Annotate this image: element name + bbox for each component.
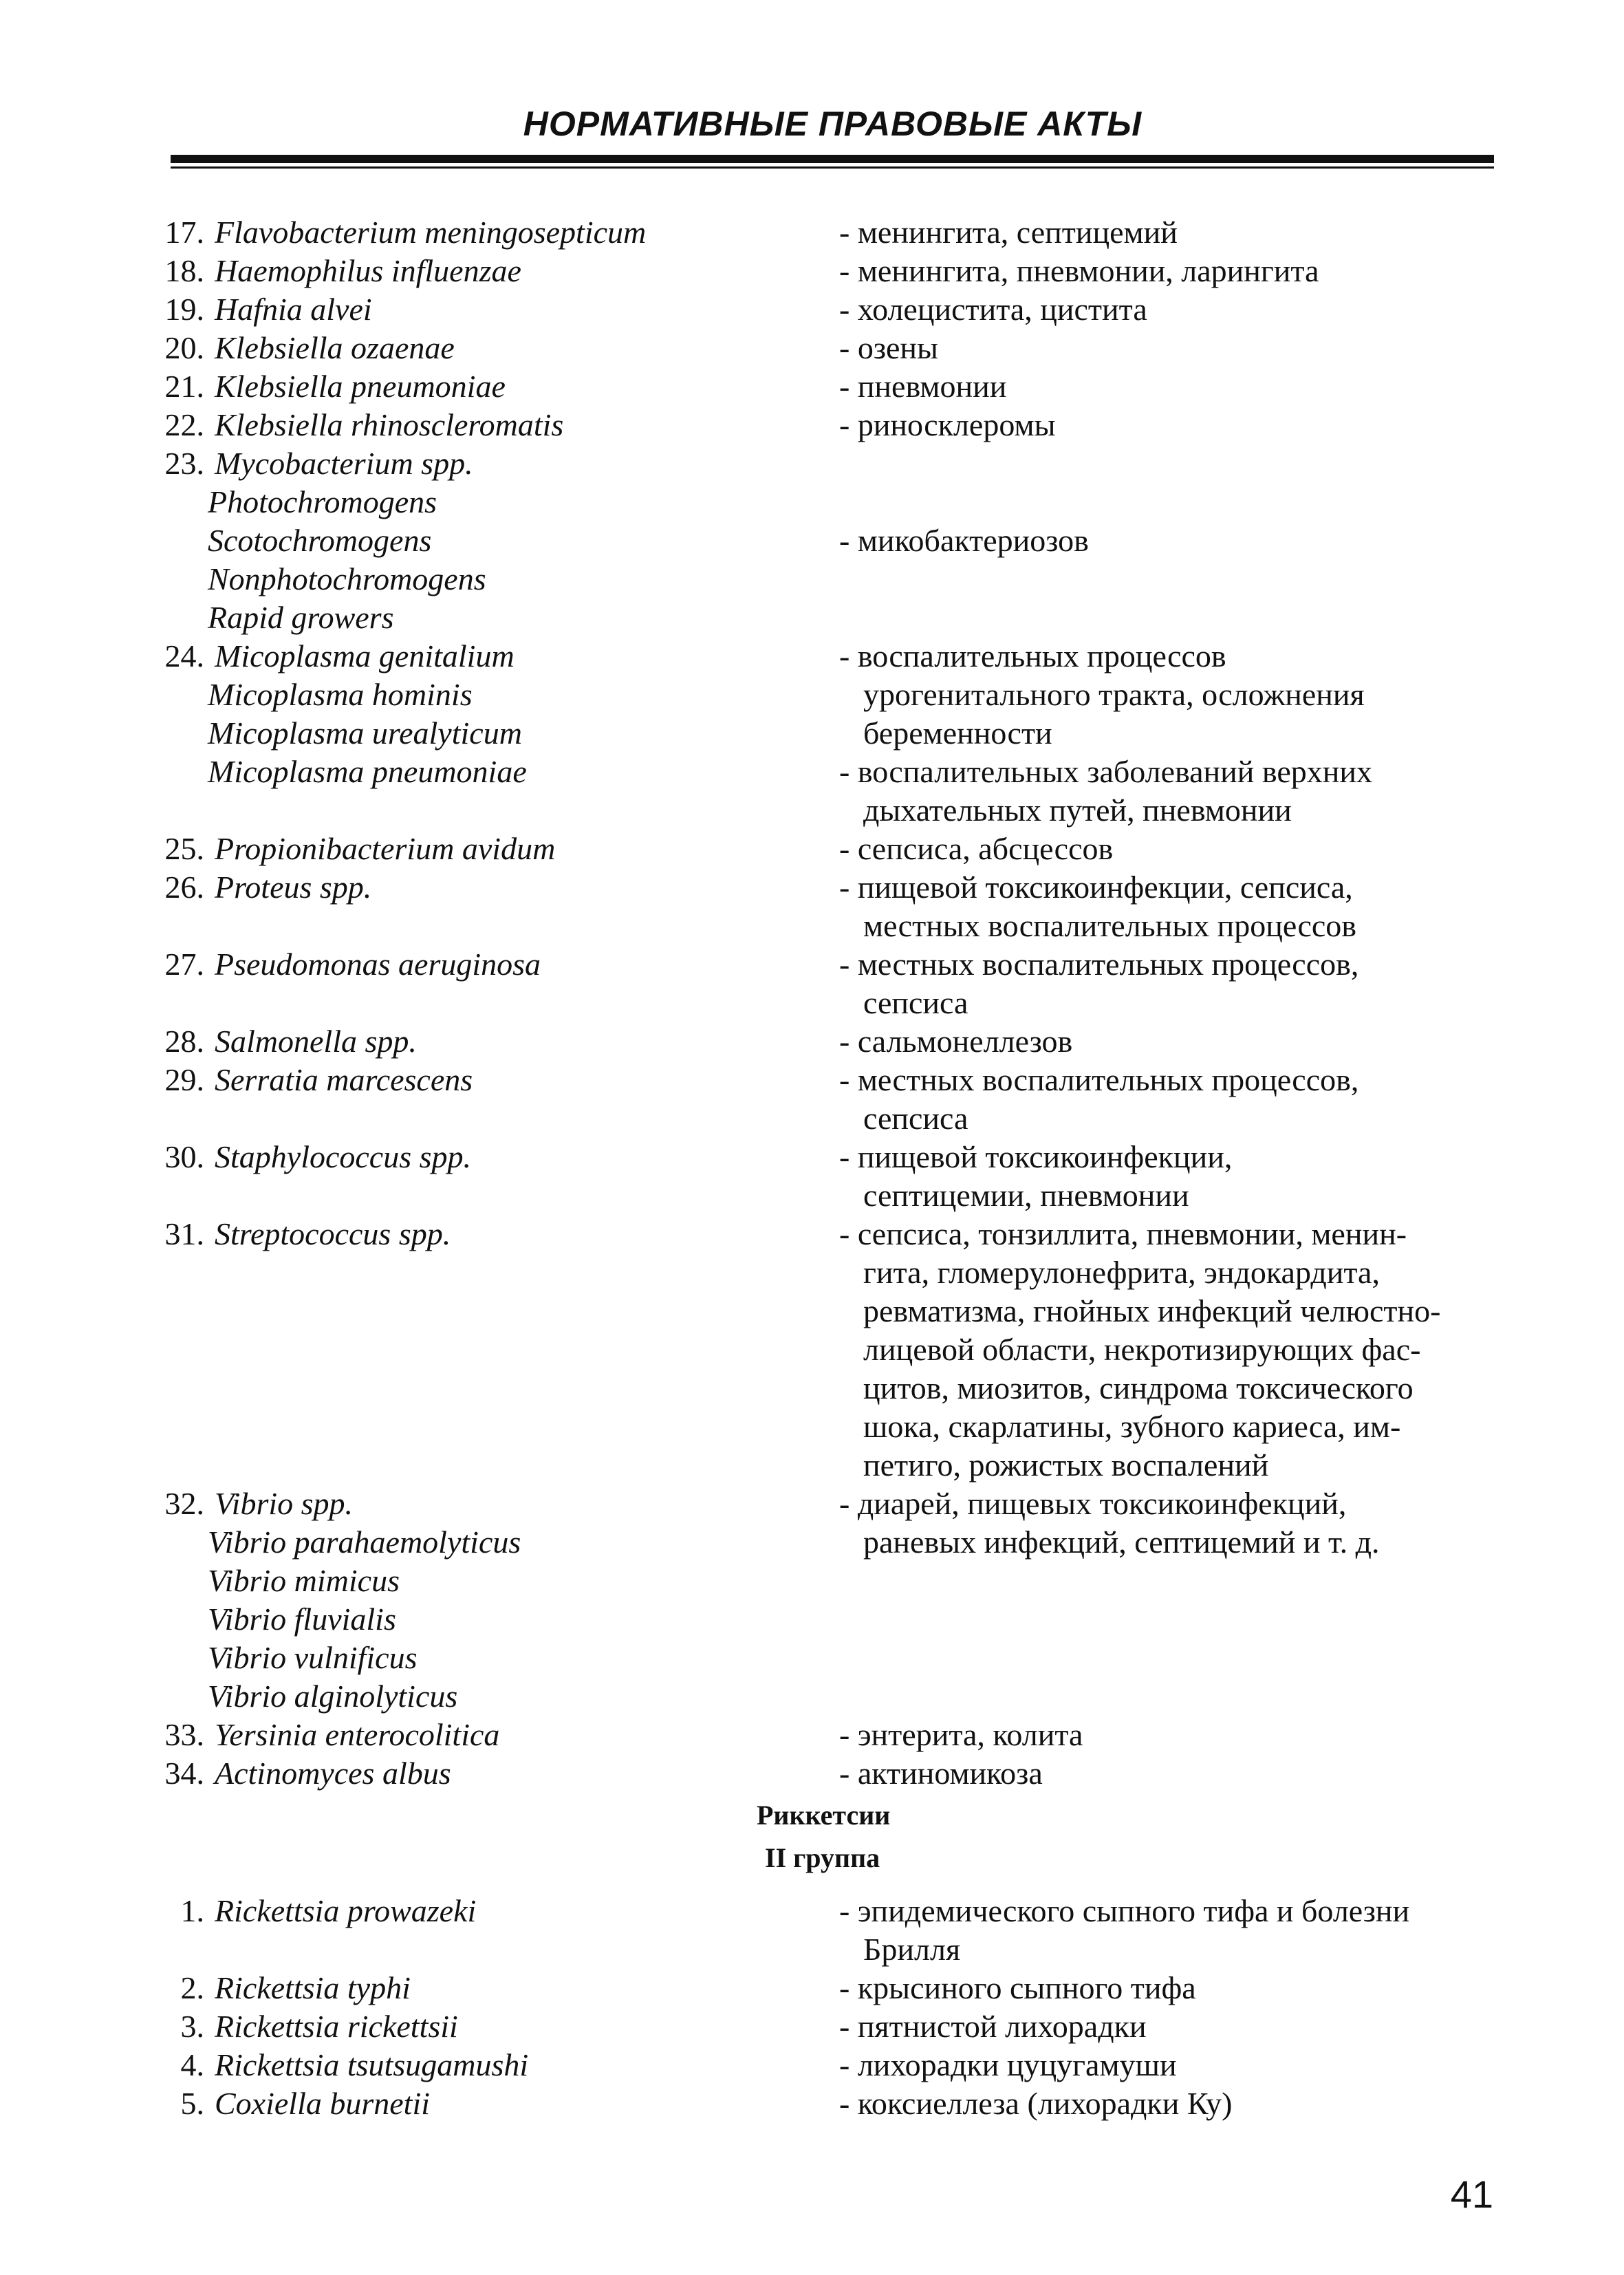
- disease-description: [839, 213, 1500, 252]
- disease-description: [839, 444, 1500, 560]
- page-header-title: НОРМАТИВНЫЕ ПРАВОВЫЕ АКТЫ: [523, 105, 1143, 143]
- item-number: 26.: [164, 870, 204, 905]
- organism-name: Rickettsia rickettsii: [215, 2009, 458, 2044]
- section-title: Риккетсии: [757, 1800, 891, 1831]
- organism-name: Klebsiella rhinoscleromatis: [215, 407, 564, 442]
- disease-line: Брилля: [863, 1932, 961, 1967]
- item-number: 30.: [164, 1139, 204, 1174]
- disease-line: раневых инфекций, септицемий и т. д.: [863, 1524, 1380, 1560]
- disease-line: цитов, миозитов, синдрома токсического: [863, 1370, 1414, 1405]
- organism-name: Vibrio spp.: [215, 1486, 354, 1521]
- disease-description: [839, 2084, 1500, 2123]
- page-number: 41: [1450, 2172, 1493, 2216]
- disease-line: беременности: [863, 715, 1052, 751]
- disease-line: - местных воспалительных процессов,: [839, 947, 1359, 982]
- organism-name: Yersinia enterocolitica: [215, 1717, 500, 1752]
- organism-name: Vibrio fluvialis: [208, 1602, 396, 1637]
- organism-name: Nonphotochromogens: [208, 561, 486, 596]
- disease-description: [839, 367, 1500, 406]
- item-number: 18.: [164, 253, 204, 288]
- disease-line: - энтерита, колита: [839, 1717, 1083, 1752]
- disease-line: - крысиного сыпного тифа: [839, 1970, 1196, 2005]
- organism-name: Actinomyces albus: [215, 1756, 451, 1791]
- organism-name: Micoplasma urealyticum: [208, 715, 522, 751]
- item-number: 3.: [180, 2009, 204, 2044]
- organism-name: Haemophilus influenzae: [215, 253, 521, 288]
- organism-name: Vibrio parahaemolyticus: [208, 1524, 521, 1560]
- disease-line: - диарей, пищевых токсикоинфекций,: [839, 1486, 1347, 1521]
- organism-name: Proteus spp.: [215, 870, 372, 905]
- disease-line: - местных воспалительных процессов,: [839, 1062, 1359, 1097]
- disease-description: [839, 1215, 1500, 1485]
- item-number: 5.: [180, 2086, 204, 2121]
- item-number: 29.: [164, 1062, 204, 1097]
- organism-name: Pseudomonas aeruginosa: [215, 947, 541, 982]
- disease-line: - менингита, септицемий: [839, 215, 1178, 250]
- item-number: 34.: [164, 1756, 204, 1791]
- disease-line: сепсиса: [863, 1101, 968, 1136]
- organism-name: Propionibacterium avidum: [215, 831, 556, 866]
- disease-description: [839, 252, 1500, 290]
- organism-name: Micoplasma genitalium: [215, 638, 515, 673]
- disease-description: [839, 1022, 1500, 1061]
- item-number: 27.: [164, 947, 204, 982]
- disease-line: урогенитального тракта, осложнения: [863, 677, 1365, 712]
- organism-name: Vibrio mimicus: [208, 1563, 400, 1598]
- organism-name: Vibrio alginolyticus: [208, 1679, 458, 1714]
- disease-description: [839, 868, 1500, 945]
- disease-line: - риносклеромы: [839, 407, 1056, 442]
- disease-description: [839, 1969, 1500, 2007]
- disease-description: [839, 637, 1500, 830]
- disease-description: [839, 1138, 1500, 1215]
- disease-line: лицевой области, некротизирующих фас-: [863, 1332, 1421, 1367]
- organism-name: Flavobacterium meningosepticum: [215, 215, 647, 250]
- organism-name: Coxiella burnetii: [215, 2086, 431, 2121]
- disease-line: - сепсиса, абсцессов: [839, 831, 1114, 866]
- disease-description: [839, 2007, 1500, 2046]
- disease-line: дыхательных путей, пневмонии: [863, 793, 1292, 828]
- item-number: 33.: [164, 1717, 204, 1752]
- item-number: 32.: [164, 1486, 204, 1521]
- disease-description: [839, 830, 1500, 868]
- disease-line: ревматизма, гнойных инфекций челюстно-: [863, 1293, 1441, 1328]
- disease-description: [839, 1485, 1500, 1562]
- disease-description: [839, 1716, 1500, 1754]
- disease-line: - пневмонии: [839, 369, 1007, 404]
- disease-description: [839, 1754, 1500, 1793]
- item-number: 25.: [164, 831, 204, 866]
- organism-name: Rickettsia tsutsugamushi: [215, 2047, 529, 2082]
- disease-line: [839, 483, 1500, 521]
- disease-line: - коксиеллеза (лихорадки Ку): [839, 2086, 1233, 2121]
- disease-description: [839, 329, 1500, 367]
- disease-line: - актиномикоза: [839, 1756, 1043, 1791]
- disease-line: петиго, рожистых воспалений: [863, 1447, 1269, 1482]
- disease-line: - холецистита, цистита: [839, 292, 1147, 327]
- disease-line: - воспалительных заболеваний верхних: [839, 754, 1373, 789]
- item-number: 22.: [164, 407, 204, 442]
- disease-description: [839, 2046, 1500, 2084]
- organism-name: Hafnia alvei: [215, 292, 372, 327]
- item-number: 28.: [164, 1024, 204, 1059]
- item-number: 23.: [164, 446, 204, 481]
- organism-name: Serratia marcescens: [215, 1062, 473, 1097]
- disease-description: [839, 1892, 1500, 1969]
- organism-name: Rapid growers: [208, 600, 394, 635]
- organism-name: Mycobacterium spp.: [215, 446, 473, 481]
- item-number: 24.: [164, 638, 204, 673]
- organism-name: Vibrio vulnificus: [208, 1640, 418, 1675]
- disease-description: [839, 1061, 1500, 1138]
- item-number: 1.: [180, 1893, 204, 1928]
- disease-line: гита, гломерулонефрита, эндокардита,: [863, 1255, 1380, 1290]
- disease-line: [839, 444, 1500, 483]
- organism-name: Scotochromogens: [208, 523, 432, 558]
- item-number: 2.: [180, 1970, 204, 2005]
- disease-line: - пищевой токсикоинфекции, сепсиса,: [839, 870, 1353, 905]
- item-number: 19.: [164, 292, 204, 327]
- disease-line: - менингита, пневмонии, ларингита: [839, 253, 1319, 288]
- organism-name: Klebsiella ozaenae: [215, 330, 455, 365]
- disease-line: шока, скарлатины, зубного кариеса, им-: [863, 1409, 1401, 1444]
- item-number: 4.: [180, 2047, 204, 2082]
- organism-name: Salmonella spp.: [215, 1024, 417, 1059]
- disease-line: местных воспалительных процессов: [863, 908, 1357, 943]
- disease-line: - эпидемического сыпного тифа и болезни: [839, 1893, 1410, 1928]
- disease-line: - сепсиса, тонзиллита, пневмонии, менин-: [839, 1216, 1407, 1251]
- organism-name: Staphylococcus spp.: [215, 1139, 472, 1174]
- section-group: II группа: [765, 1842, 880, 1873]
- organism-name: Rickettsia typhi: [215, 1970, 411, 2005]
- organism-name: Photochromogens: [208, 484, 437, 519]
- disease-line: сепсиса: [863, 985, 968, 1020]
- disease-line: - микобактериозов: [839, 523, 1089, 558]
- disease-description: [839, 945, 1500, 1022]
- organism-name: Klebsiella pneumoniae: [215, 369, 506, 404]
- organism-name: Micoplasma pneumoniae: [208, 754, 527, 789]
- organism-name: Micoplasma hominis: [208, 677, 473, 712]
- disease-line: - лихорадки цуцугамуши: [839, 2047, 1177, 2082]
- disease-line: - сальмонеллезов: [839, 1024, 1073, 1059]
- item-number: 17.: [164, 215, 204, 250]
- disease-line: - пятнистой лихорадки: [839, 2009, 1147, 2044]
- disease-line: - воспалительных процессов: [839, 638, 1226, 673]
- organism-name: Streptococcus spp.: [215, 1216, 451, 1251]
- item-number: 31.: [164, 1216, 204, 1251]
- disease-line: - озены: [839, 330, 938, 365]
- disease-line: - пищевой токсикоинфекции,: [839, 1139, 1233, 1174]
- disease-line: септицемии, пневмонии: [863, 1178, 1189, 1213]
- item-number: 21.: [164, 369, 204, 404]
- item-number: 20.: [164, 330, 204, 365]
- disease-description: [839, 290, 1500, 329]
- organism-name: Rickettsia prowazeki: [215, 1893, 477, 1928]
- disease-description: [839, 406, 1500, 444]
